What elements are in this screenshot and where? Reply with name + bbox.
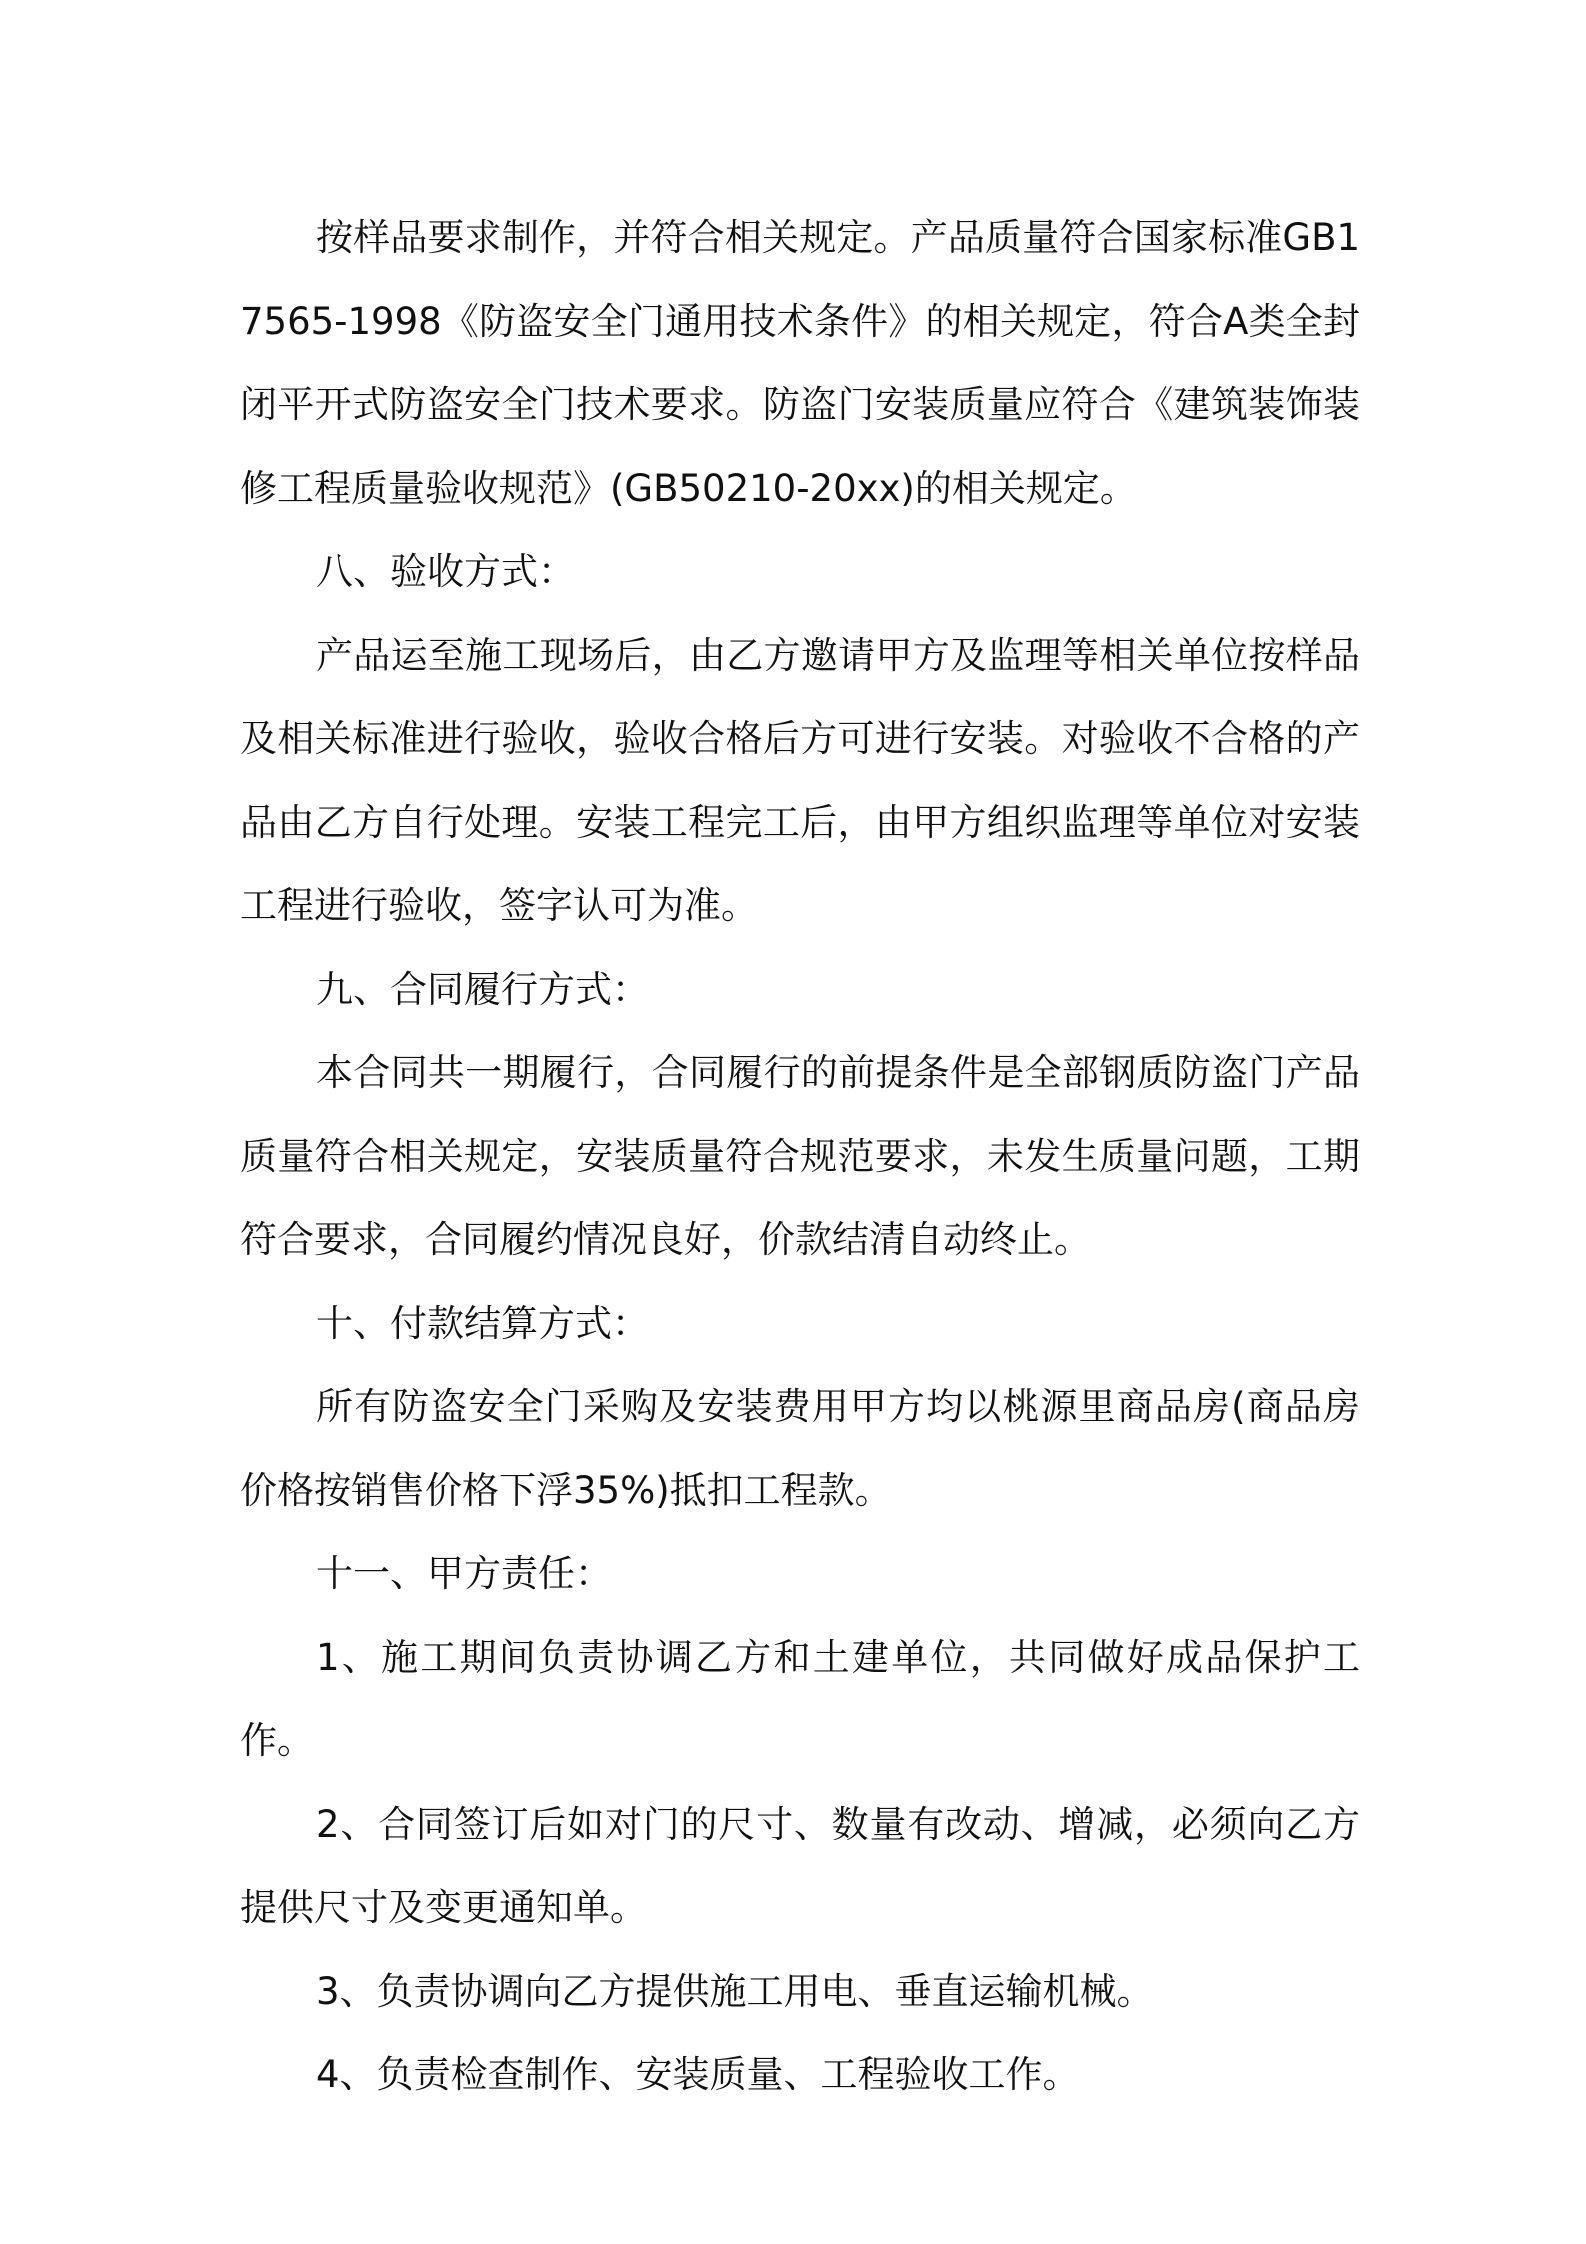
list-item-duty-3: 3、负责协调向乙方提供施工用电、垂直运输机械。	[316, 1969, 1154, 2013]
list-item-duty-2: 2、合同签订后如对门的尺寸、数量有改动、增减，必须向乙方提供尺寸及变更通知单。	[240, 1802, 1360, 1929]
section-heading-payment: 十、付款结算方式：	[316, 1301, 649, 1345]
paragraph-product-standard: 按样品要求制作，并符合相关规定。产品质量符合国家标准GB17565-1998《防盗安全门通用技术条件》的相关规定，符合A类全封闭平开式防盗安全门技术要求。防盗门安装质量应符合《建筑装饰装修工程质量验收规范》(GB50210-20xx)的相关规定。	[240, 216, 1360, 510]
paragraph-acceptance: 产品运至施工现场后，由乙方邀请甲方及监理等相关单位按样品及相关标准进行验收，验收合格后方可进行安装。对验收不合格的产品由乙方自行处理。安装工程完工后，由甲方组织监理等单位对安装工程进行验收，签字认可为准。	[240, 633, 1360, 927]
list-item-duty-1: 1、施工期间负责协调乙方和土建单位，共同做好成品保护工作。	[240, 1635, 1360, 1762]
section-heading-performance: 九、合同履行方式：	[316, 967, 649, 1011]
paragraph-performance: 本合同共一期履行，合同履行的前提条件是全部钢质防盗门产品质量符合相关规定，安装质量符合规范要求，未发生质量问题，工期符合要求，合同履约情况良好，价款结清自动终止。	[240, 1051, 1360, 1261]
section-heading-party-a-duties: 十一、甲方责任：	[316, 1552, 612, 1595]
list-item-duty-4: 4、负责检查制作、安装质量、工程验收工作。	[316, 2053, 1080, 2096]
document-body	[240, 196, 1360, 2117]
paragraph-payment: 所有防盗安全门采购及安装费用甲方均以桃源里商品房(商品房价格按销售价格下浮35%)抵扣工程款。	[240, 1385, 1360, 1512]
section-heading-acceptance: 八、验收方式：	[316, 550, 575, 593]
